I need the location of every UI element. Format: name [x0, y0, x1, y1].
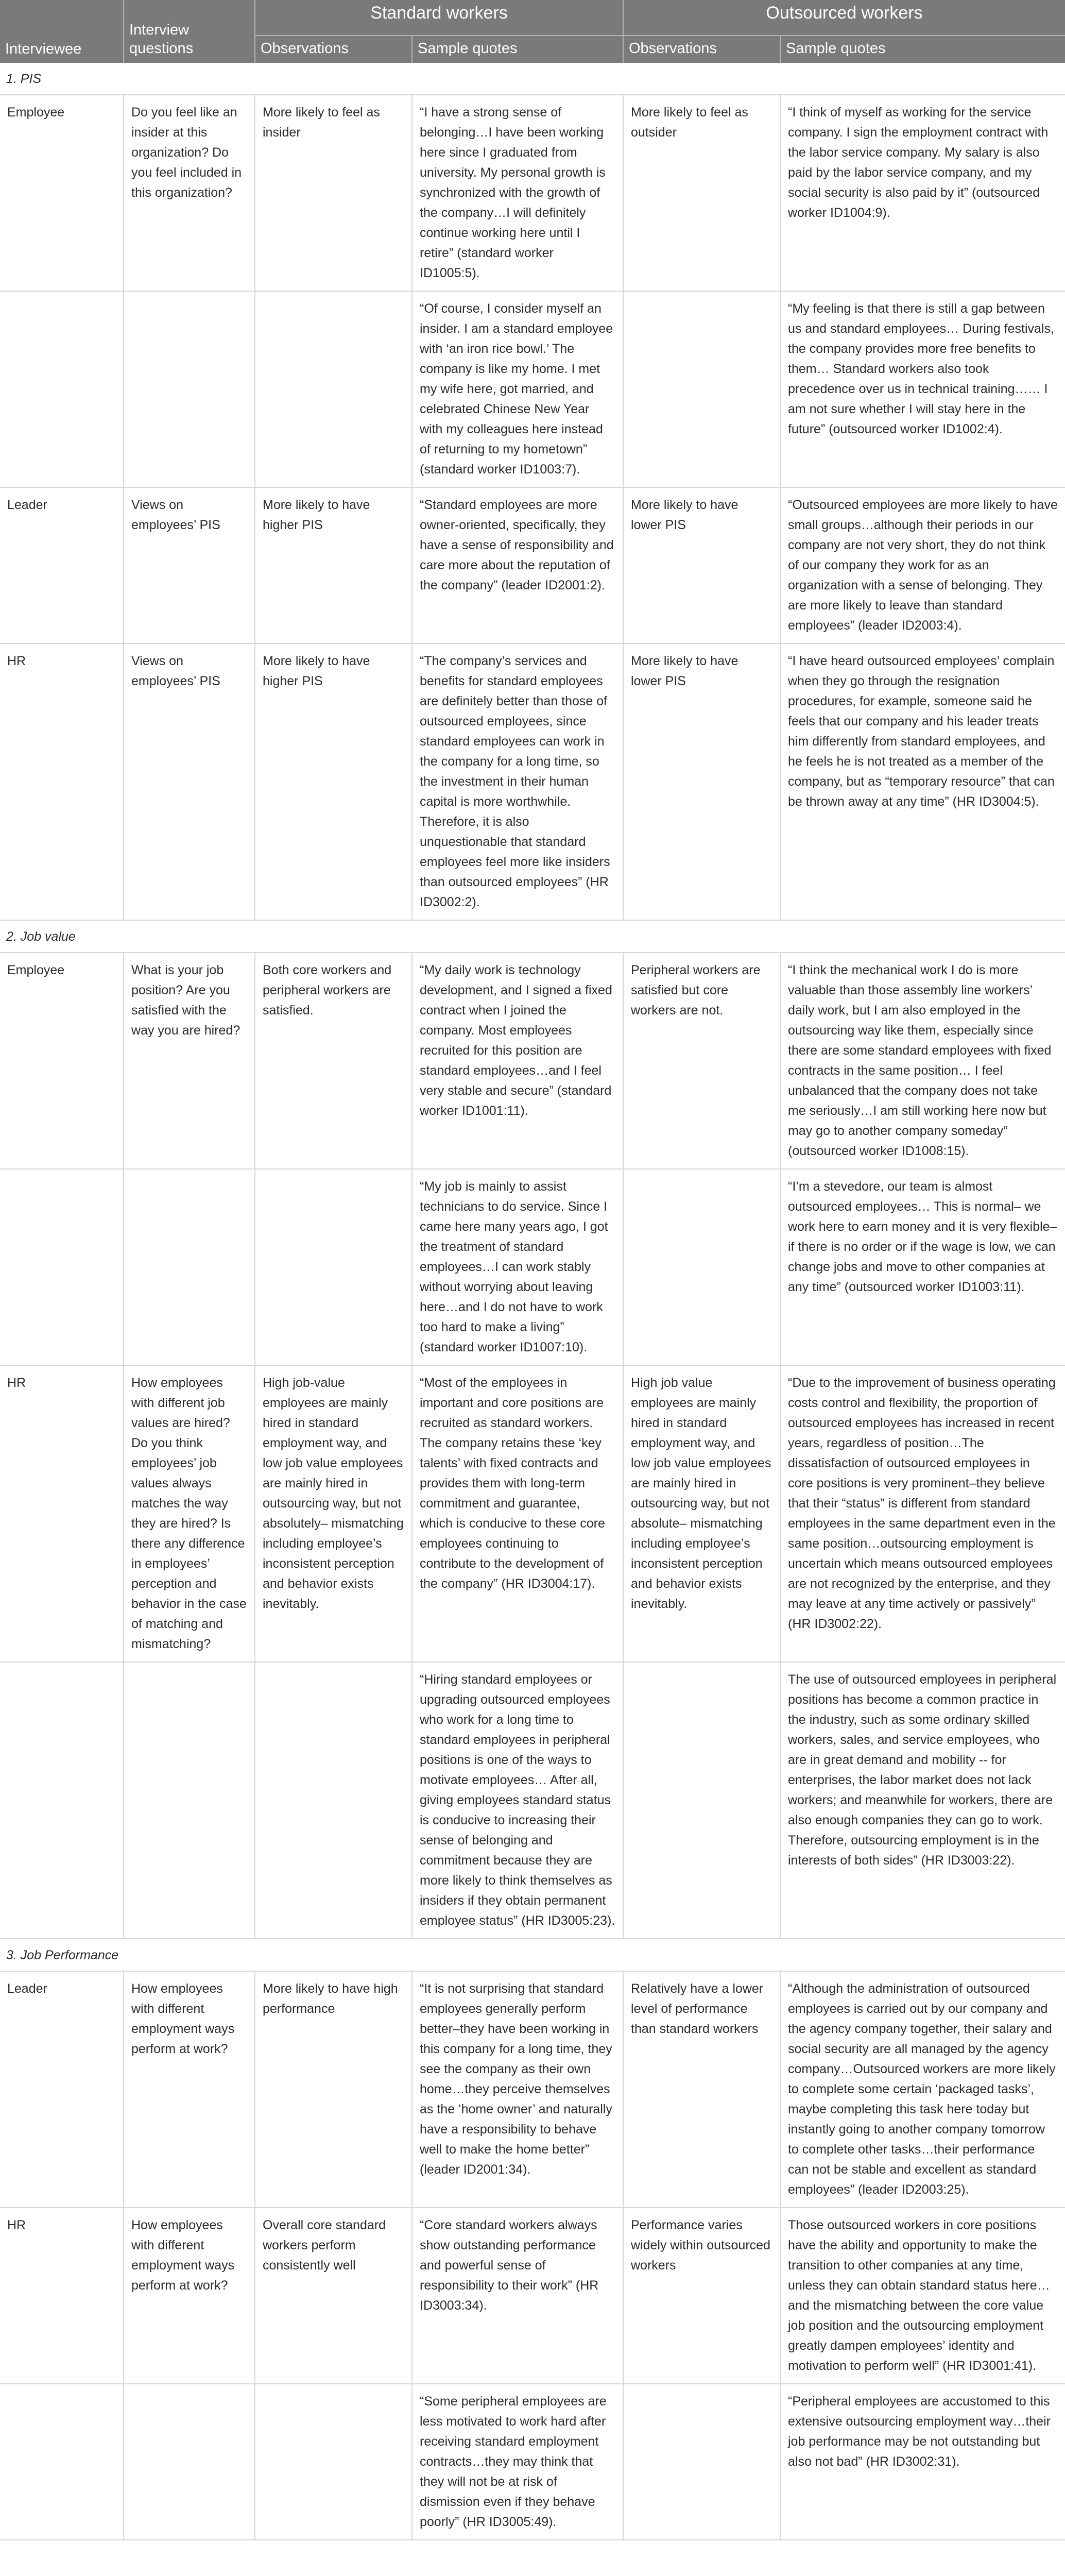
standard-observation-cell: More likely to have higher PIS [255, 643, 412, 920]
header-sample-quotes-standard: Sample quotes [412, 36, 623, 63]
outsourced-quote-cell: The use of outsourced employees in peripheral positions has become a common practice in the industry, such as some ordinary skilled workers, sales, and service employees, who are in great demand and mobility -- for enterprises, the labor market does not lack workers; and meanwhile for workers, there are also enough companies they can go to work. Therefore, outsourcing employment is in the interests of both sides” (HR ID3003:22). [780, 1662, 1065, 1939]
outsourced-observation-cell [623, 1169, 780, 1365]
header-group-outsourced-workers: Outsourced workers [623, 0, 1065, 36]
standard-observation-cell: High job-value employees are mainly hired in standard employment way, and low job value employees are mainly hired in outsourcing way, but not absolutely– mismatching including employee’s inconsistent perception and behavior exists inevitably. [255, 1365, 412, 1662]
outsourced-observation-cell [623, 291, 780, 487]
table-row [0, 487, 1065, 643]
table-row [0, 2384, 1065, 2540]
standard-observation-cell [255, 1662, 412, 1939]
outsourced-quote-cell: “My feeling is that there is still a gap between us and standard employees… During festivals, the company provides more free benefits to them… Standard workers also took precedence over us in technical training…… I am not sure whether I will stay here in the future” (outsourced worker ID1002:4). [780, 291, 1065, 487]
interviewee-cell: Employee [0, 953, 124, 1169]
interviewee-cell [0, 2384, 124, 2540]
header-group-standard-workers: Standard workers [255, 0, 623, 36]
table-row [0, 1971, 1065, 2208]
section-title: 1. PIS [0, 63, 1065, 95]
table-row [0, 95, 1065, 291]
question-cell [124, 2384, 255, 2540]
outsourced-observation-cell: Performance varies widely within outsourced workers [623, 2208, 780, 2384]
section-title: 3. Job Performance [0, 1939, 1065, 1971]
interviewee-cell: HR [0, 2208, 124, 2384]
table-row [0, 1169, 1065, 1365]
section-row-pis [0, 63, 1065, 95]
standard-quote-cell: “Hiring standard employees or upgrading outsourced employees who work for a long time to standard employees in peripheral positions is one of the ways to motivate employees… After all, giving employees standard status is conducive to increasing their sense of belonging and commitment because they are more likely to think themselves as insiders if they obtain permanent employee status” (HR ID3005:23). [412, 1662, 623, 1939]
table-row [0, 1365, 1065, 1662]
standard-observation-cell [255, 2384, 412, 2540]
interviewee-cell: Leader [0, 1971, 124, 2208]
question-cell: What is your job position? Are you satisfied with the way you are hired? [124, 953, 255, 1169]
outsourced-observation-cell: More likely to have lower PIS [623, 487, 780, 643]
standard-quote-cell: “My daily work is technology development, and I signed a fixed contract when I joined the company. Most employees recruited for this position are standard employees…and I feel very stable and secure” (standard worker ID1001:11). [412, 953, 623, 1169]
question-cell [124, 291, 255, 487]
table-row [0, 2208, 1065, 2384]
outsourced-quote-cell: “I have heard outsourced employees’ complain when they go through the resignation procedures, for example, someone said he feels that our company and his leader treats him differently from standard employees, and he feels he is not treated as a member of the company, but as “temporary resource” that can be thrown away at any time” (HR ID3004:5). [780, 643, 1065, 920]
header-observations-outsourced: Observations [623, 36, 780, 63]
section-row-job-performance [0, 1939, 1065, 1971]
standard-observation-cell: More likely to feel as insider [255, 95, 412, 291]
question-cell: Do you feel like an insider at this organization? Do you feel included in this organization? [124, 95, 255, 291]
outsourced-observation-cell: High job value employees are mainly hired in standard employment way, and low job value employees are mainly hired in outsourcing way, but not absolute– mismatching including employee’s inconsistent perception and behavior exists inevitably. [623, 1365, 780, 1662]
interviewee-cell [0, 1662, 124, 1939]
standard-observation-cell: More likely to have higher PIS [255, 487, 412, 643]
outsourced-observation-cell: Peripheral workers are satisfied but core workers are not. [623, 953, 780, 1169]
header-observations-standard: Observations [255, 36, 412, 63]
outsourced-quote-cell: “Outsourced employees are more likely to have small groups…although their periods in our company are not very short, they do not think of our company they work for as an organization with a sense of belonging. They are more likely to leave than standard employees” (leader ID2003:4). [780, 487, 1065, 643]
standard-quote-cell: “Some peripheral employees are less motivated to work hard after receiving standard employment contracts…they may think that they will not be at risk of dismission even if they behave poorly” (HR ID3005:49). [412, 2384, 623, 2540]
outsourced-quote-cell: Those outsourced workers in core positions have the ability and opportunity to make the transition to other companies at any time, unless they can obtain standard status here… and the mismatching between the core value job position and the outsourcing employment greatly dampen employees’ identity and motivation to perform well” (HR ID3001:41). [780, 2208, 1065, 2384]
interviewee-cell: HR [0, 643, 124, 920]
standard-quote-cell: “My job is mainly to assist technicians to do service. Since I came here many years ago, I got the treatment of standard employees…I can work stably without worrying about leaving here…and I do not have to work too hard to make a living” (standard worker ID1007:10). [412, 1169, 623, 1365]
interviewee-cell: Leader [0, 487, 124, 643]
table-row [0, 291, 1065, 487]
question-cell: How employees with different employment ways perform at work? [124, 2208, 255, 2384]
question-cell: How employees with different employment ways perform at work? [124, 1971, 255, 2208]
standard-observation-cell [255, 1169, 412, 1365]
header-interview-questions: Interview questions [124, 0, 255, 63]
standard-observation-cell [255, 291, 412, 487]
table-row [0, 1662, 1065, 1939]
question-cell: Views on employees’ PIS [124, 643, 255, 920]
standard-quote-cell: “The company’s services and benefits for standard employees are definitely better than those of outsourced employees, since standard employees can work in the company for a long time, so the investment in their human capital is more worthwhile. Therefore, it is also unquestionable that standard employees feel more like insiders than outsourced employees” (HR ID3002:2). [412, 643, 623, 920]
question-cell: How employees with different job values are hired? Do you think employees’ job values always matches the way they are hired? Is there any difference in employees’ perception and behavior in the case of matching and mismatching? [124, 1365, 255, 1662]
header-sample-quotes-outsourced: Sample quotes [780, 36, 1065, 63]
question-cell [124, 1169, 255, 1365]
standard-observation-cell: More likely to have high performance [255, 1971, 412, 2208]
outsourced-quote-cell: “Peripheral employees are accustomed to this extensive outsourcing employment way…their job performance may be not outstanding but also not bad” (HR ID3002:31). [780, 2384, 1065, 2540]
outsourced-observation-cell: Relatively have a lower level of performance than standard workers [623, 1971, 780, 2208]
table-row [0, 953, 1065, 1169]
table-header [0, 0, 1065, 63]
standard-quote-cell: “I have a strong sense of belonging…I have been working here since I graduated from university. My personal growth is synchronized with the growth of the company…I will definitely continue working here until I retire” (standard worker ID1005:5). [412, 95, 623, 291]
table-row [0, 643, 1065, 920]
standard-quote-cell: “Standard employees are more owner-oriented, specifically, they have a sense of responsibility and care more about the reputation of the company” (leader ID2001:2). [412, 487, 623, 643]
outsourced-quote-cell: “Due to the improvement of business operating costs control and flexibility, the proportion of outsourced employees has increased in recent years, regardless of position…The dissatisfaction of outsourced employees in core positions is very prominent–they believe that their “status” is different from standard employees in the same department even in the same position…outsourcing employment is uncertain which means outsourced employees are not recognized by the enterprise, and they may leave at any time actively or passively” (HR ID3002:22). [780, 1365, 1065, 1662]
interviewee-cell [0, 1169, 124, 1365]
table-body [0, 63, 1065, 2540]
outsourced-quote-cell: “I think the mechanical work I do is more valuable than those assembly line workers’ daily work, but I am also employed in the outsourcing way like them, especially since there are some standard employees with fixed contracts in the same position… I feel unbalanced that the company does not take me seriously…I am still working here now but may go to another company someday” (outsourced worker ID1008:15). [780, 953, 1065, 1169]
standard-observation-cell: Overall core standard workers perform consistently well [255, 2208, 412, 2384]
standard-quote-cell: “It is not surprising that standard employees generally perform better–they have been working in this company for a long time, they see the company as their own home…they perceive themselves as the ‘home owner’ and naturally have a responsibility to behave well to make the home better” (leader ID2001:34). [412, 1971, 623, 2208]
outsourced-observation-cell: More likely to have lower PIS [623, 643, 780, 920]
outsourced-observation-cell: More likely to feel as outsider [623, 95, 780, 291]
standard-quote-cell: “Core standard workers always show outstanding performance and powerful sense of responsibility to their work” (HR ID3003:34). [412, 2208, 623, 2384]
question-cell: Views on employees’ PIS [124, 487, 255, 643]
standard-observation-cell: Both core workers and peripheral workers are satisfied. [255, 953, 412, 1169]
outsourced-quote-cell: “I think of myself as working for the service company. I sign the employment contract with the labor service company. My salary is also paid by the labor service company, and my social security is also paid by it” (outsourced worker ID1004:9). [780, 95, 1065, 291]
outsourced-observation-cell [623, 2384, 780, 2540]
outsourced-quote-cell: “I’m a stevedore, our team is almost outsourced employees… This is normal– we work here to earn money and it is very flexible–if there is no order or if the wage is low, we can change jobs and move to other companies at any time” (outsourced worker ID1003:11). [780, 1169, 1065, 1365]
standard-quote-cell: “Of course, I consider myself an insider. I am a standard employee with ‘an iron rice bowl.’ The company is like my home. I met my wife here, got married, and celebrated Chinese New Year with my colleagues here instead of returning to my hometown” (standard worker ID1003:7). [412, 291, 623, 487]
interviewee-cell: HR [0, 1365, 124, 1662]
outsourced-observation-cell [623, 1662, 780, 1939]
interviewee-cell: Employee [0, 95, 124, 291]
question-cell [124, 1662, 255, 1939]
outsourced-quote-cell: “Although the administration of outsourced employees is carried out by our company and the agency company together, their salary and social security are all managed by the agency company…Outsourced workers are more likely to complete some certain ‘packaged tasks’, maybe completing this task here today but instantly going to another company tomorrow to complete other tasks…their performance can not be stable and excellent as standard employees” (leader ID2003:25). [780, 1971, 1065, 2208]
interviewee-cell [0, 291, 124, 487]
standard-quote-cell: “Most of the employees in important and core positions are recruited as standard workers. The company retains these ‘key talents’ with fixed contracts and provides them with long-term commitment and guarantee, which is conducive to these core employees continuing to contribute to the development of the company” (HR ID3004:17). [412, 1365, 623, 1662]
header-interviewee: Interviewee [0, 0, 124, 63]
section-row-job-value [0, 920, 1065, 953]
section-title: 2. Job value [0, 920, 1065, 953]
